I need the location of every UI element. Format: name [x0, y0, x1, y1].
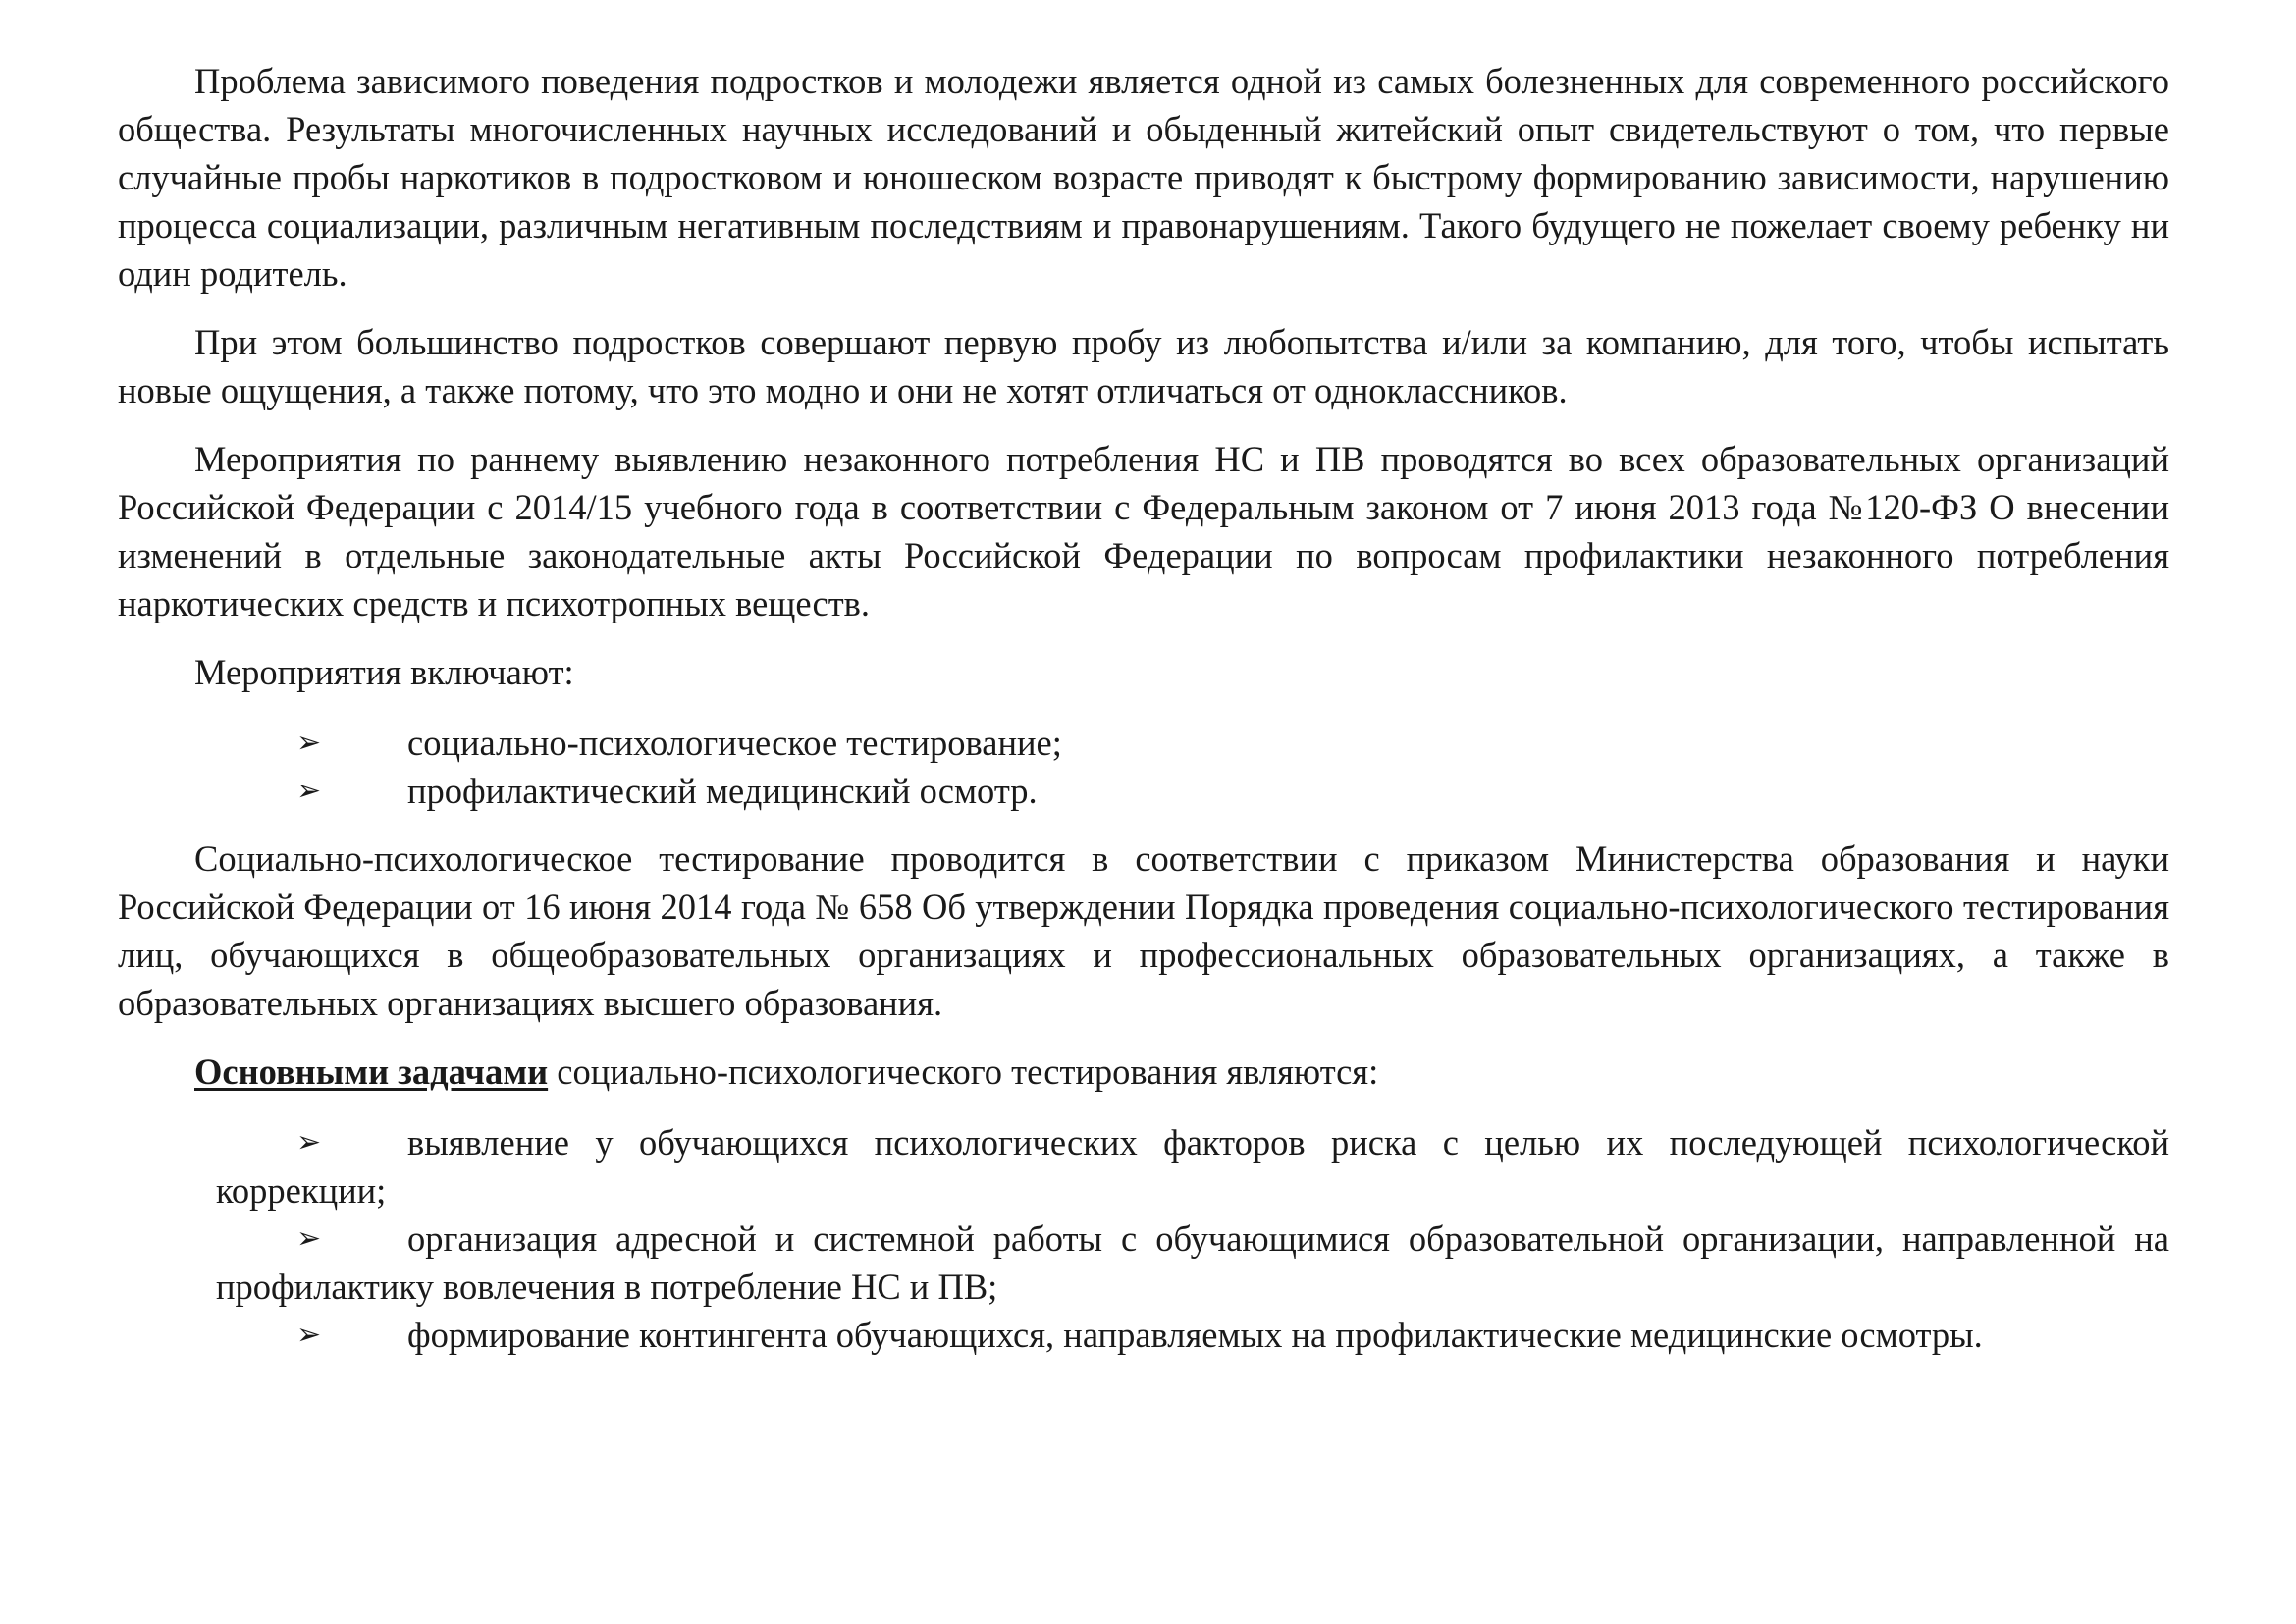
- list-item-text: выявление у обучающихся психологических факторов риска с целью их последующей психологической коррекции;: [216, 1122, 2169, 1211]
- list-item: [118, 767, 2169, 815]
- tasks-heading: Основными задачами: [194, 1052, 549, 1092]
- arrow-bullet-icon: ➢: [296, 726, 322, 760]
- paragraph-measures-law: Мероприятия по раннему выявлению незаконного потребления НС и ПВ проводятся во всех образовательных организаций Российской Федерации с 2014/15 учебного года в соответствии с Федеральным законом от 7 июня 2013 года №120-ФЗ О внесении изменений в отдельные законодательные акты Российской Федерации по вопросам профилактики незаконного потребления наркотических средств и психотропных веществ.: [118, 439, 2169, 623]
- list-item: [216, 1118, 2169, 1215]
- paragraph-motives: При этом большинство подростков совершают первую пробу из любопытства и/или за компанию, для того, чтобы испытать новые ощущения, а также потому, что это модно и они не хотят отличаться от одноклассников.: [118, 322, 2169, 410]
- list-item: [216, 1311, 2169, 1359]
- list-item: [216, 1215, 2169, 1311]
- tasks-intro-text: социально-психологического тестирования являются:: [548, 1052, 1379, 1092]
- measures-list: [118, 719, 2169, 815]
- list-item-text: организация адресной и системной работы с обучающимися образовательной организации, направленной на профилактику вовлечения в потребление НС и ПВ;: [216, 1218, 2169, 1307]
- arrow-bullet-icon: ➢: [296, 1318, 322, 1352]
- list-item-text: социально-психологическое тестирование;: [407, 723, 1062, 763]
- paragraph-testing-order: Социально-психологическое тестирование проводится в соответствии с приказом Министерства образования и науки Российской Федерации от 16 июня 2014 года № 658 Об утверждении Порядка проведения социально-психологического тестирования лиц, обучающихся в общеобразовательных организациях и профессиональных образовательных организациях, а также в образовательных организациях высшего образования.: [118, 839, 2169, 1023]
- list-item-text: профилактический медицинский осмотр.: [407, 771, 1038, 811]
- paragraph-tasks-intro: [118, 1048, 2169, 1096]
- tasks-list: [118, 1118, 2169, 1359]
- arrow-bullet-icon: ➢: [296, 774, 322, 808]
- paragraph-problem: Проблема зависимого поведения подростков и молодежи является одной из самых болезненных для современного российского общества. Результаты многочисленных научных исследований и обыденный житейский опыт свидетельствуют о том, что первые случайные пробы наркотиков в подростковом и юношеском возрасте приводят к быстрому формированию зависимости, нарушению процесса социализации, различным негативным последствиям и правонарушениям. Такого будущего не пожелает своему ребенку ни один родитель.: [118, 61, 2169, 294]
- arrow-bullet-icon: ➢: [296, 1221, 322, 1256]
- arrow-bullet-icon: ➢: [296, 1125, 322, 1160]
- list-item-text: формирование контингента обучающихся, направляемых на профилактические медицинские осмотры.: [407, 1315, 1983, 1355]
- list-item: [118, 719, 2169, 767]
- document-page: [118, 57, 2169, 1379]
- paragraph-measures-intro: Мероприятия включают:: [194, 652, 574, 692]
